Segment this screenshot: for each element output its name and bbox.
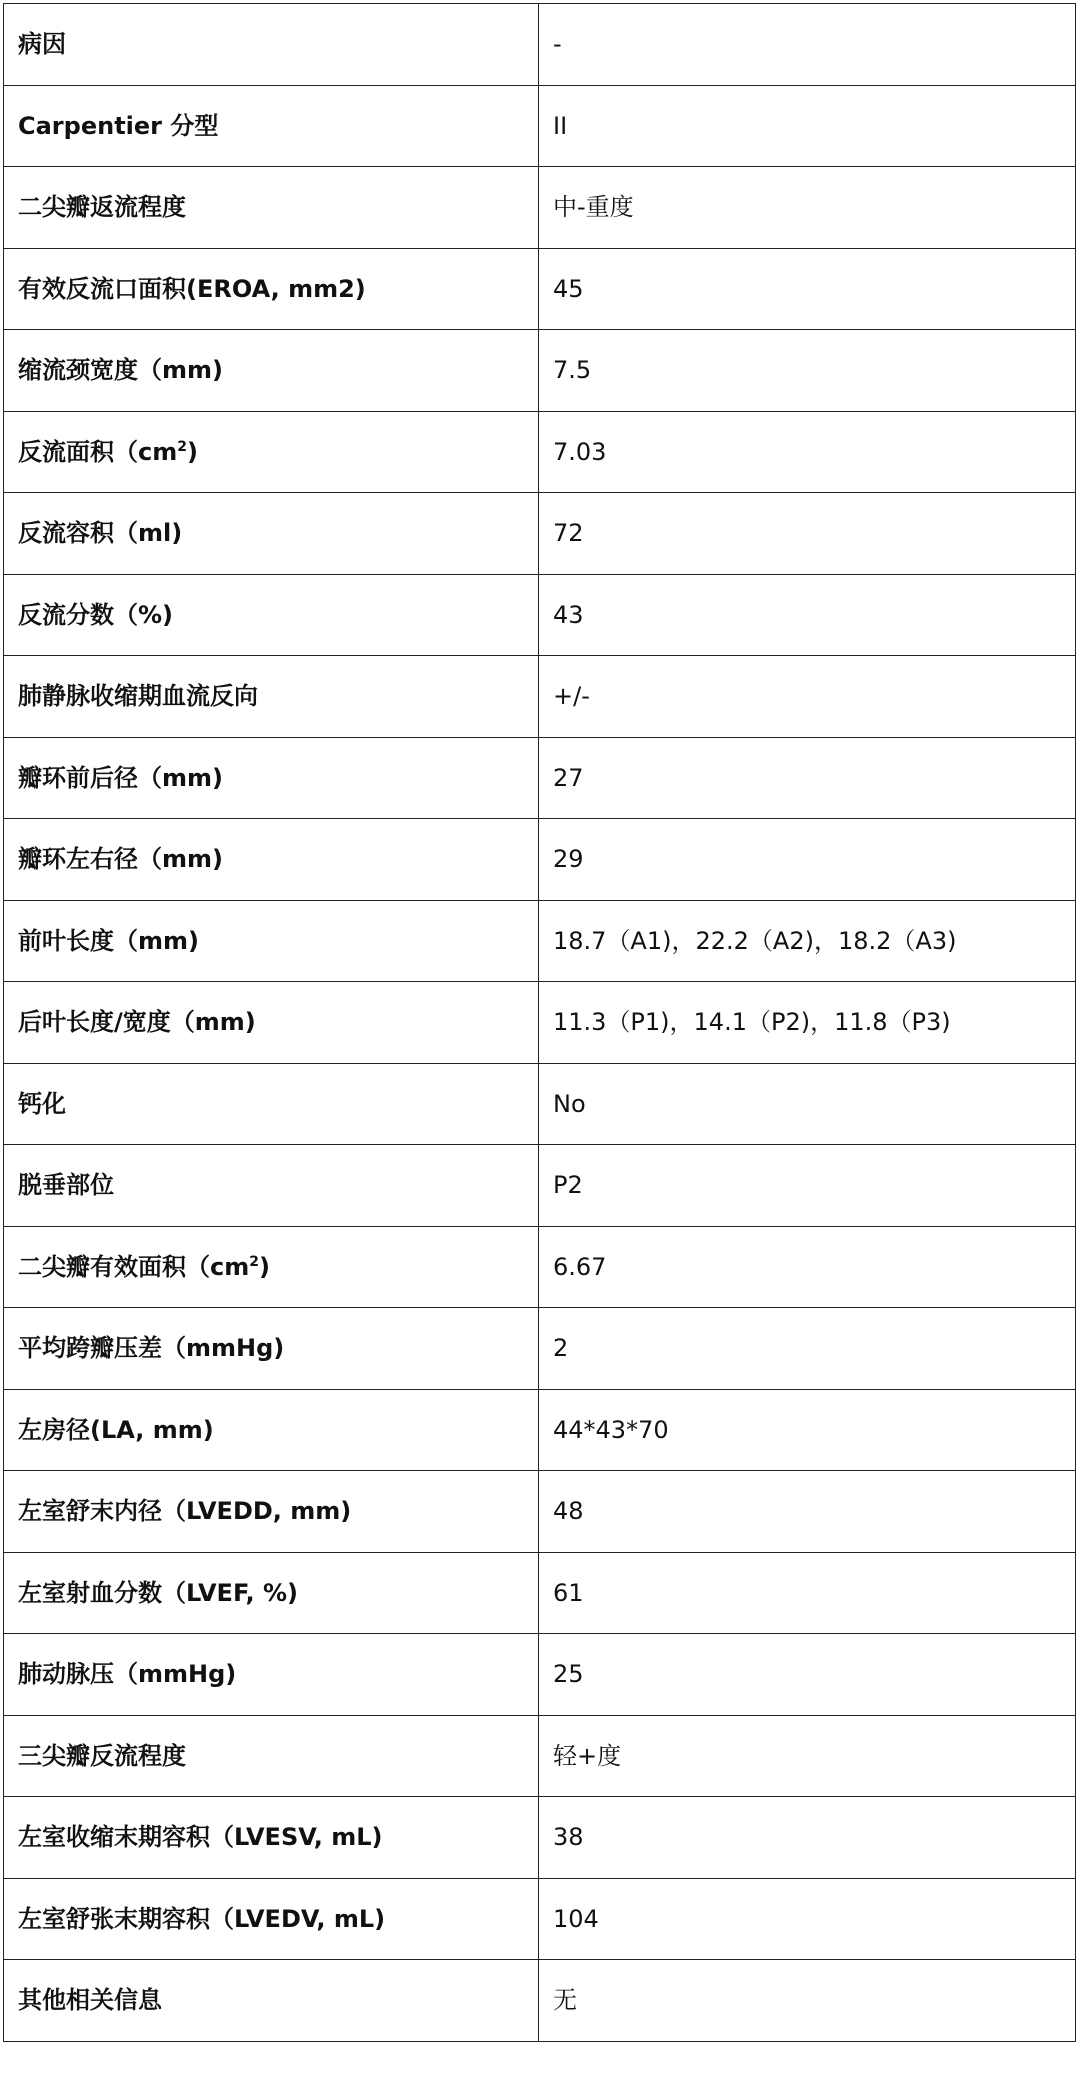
table-row	[4, 1389, 1076, 1471]
table-row	[4, 1145, 1076, 1227]
row-label: 后叶长度/宽度（mm)	[4, 982, 539, 1064]
row-label: 其他相关信息	[4, 1960, 539, 2042]
table-row	[4, 982, 1076, 1064]
row-label: 左室射血分数（LVEF, %)	[4, 1552, 539, 1634]
row-label: 左室收缩末期容积（LVESV, mL)	[4, 1797, 539, 1879]
row-label: 瓣环前后径（mm)	[4, 737, 539, 819]
table-row	[4, 900, 1076, 982]
row-label: 反流分数（%)	[4, 574, 539, 656]
row-value: 43	[539, 574, 1076, 656]
table-row	[4, 411, 1076, 493]
table-row	[4, 4, 1076, 86]
row-label: 二尖瓣返流程度	[4, 167, 539, 249]
table-row	[4, 737, 1076, 819]
parameter-table	[3, 3, 1076, 2042]
row-label-text: 反流面积（cm	[18, 437, 178, 466]
table-row	[4, 493, 1076, 575]
row-value: 104	[539, 1878, 1076, 1960]
table-row	[4, 1960, 1076, 2042]
row-value: II	[539, 85, 1076, 167]
row-label: 有效反流口面积(EROA, mm2)	[4, 248, 539, 330]
row-value: 11.3（P1)，14.1（P2)，11.8（P3)	[539, 982, 1076, 1064]
row-label: 肺动脉压（mmHg)	[4, 1634, 539, 1716]
row-value: 18.7（A1)，22.2（A2)，18.2（A3)	[539, 900, 1076, 982]
row-label-close: )	[258, 1252, 270, 1281]
table-row	[4, 1552, 1076, 1634]
table-row	[4, 85, 1076, 167]
table-row	[4, 330, 1076, 412]
row-label: 反流容积（ml)	[4, 493, 539, 575]
row-label: 左室舒末内径（LVEDD, mm)	[4, 1471, 539, 1553]
row-value: 72	[539, 493, 1076, 575]
row-label: 平均跨瓣压差（mmHg)	[4, 1308, 539, 1390]
row-value: 中-重度	[539, 167, 1076, 249]
table-row	[4, 1308, 1076, 1390]
row-label: 病因	[4, 4, 539, 86]
parameter-table-body	[4, 4, 1076, 2042]
row-label-text: 二尖瓣有效面积（cm	[18, 1252, 250, 1281]
table-row	[4, 819, 1076, 901]
row-value: +/-	[539, 656, 1076, 738]
table-row	[4, 1797, 1076, 1879]
row-value: P2	[539, 1145, 1076, 1227]
row-value: 6.67	[539, 1226, 1076, 1308]
row-value: 27	[539, 737, 1076, 819]
row-label: 左房径(LA, mm)	[4, 1389, 539, 1471]
row-label: 左室舒张末期容积（LVEDV, mL)	[4, 1878, 539, 1960]
row-label: 前叶长度（mm)	[4, 900, 539, 982]
row-label	[4, 1226, 539, 1308]
table-row	[4, 1226, 1076, 1308]
row-value: 44*43*70	[539, 1389, 1076, 1471]
row-value: 25	[539, 1634, 1076, 1716]
row-value: 38	[539, 1797, 1076, 1879]
table-row	[4, 1471, 1076, 1553]
row-label: 肺静脉收缩期血流反向	[4, 656, 539, 738]
table-row	[4, 1634, 1076, 1716]
row-value: 2	[539, 1308, 1076, 1390]
row-value: 轻+度	[539, 1715, 1076, 1797]
row-label: 缩流颈宽度（mm)	[4, 330, 539, 412]
row-label: Carpentier 分型	[4, 85, 539, 167]
superscript-2: 2	[177, 438, 187, 455]
table-row	[4, 248, 1076, 330]
row-value: -	[539, 4, 1076, 86]
row-value: No	[539, 1063, 1076, 1145]
row-label-close: )	[186, 437, 198, 466]
table-row	[4, 656, 1076, 738]
row-value: 7.03	[539, 411, 1076, 493]
row-value: 48	[539, 1471, 1076, 1553]
row-value: 61	[539, 1552, 1076, 1634]
row-value: 45	[539, 248, 1076, 330]
table-row	[4, 1063, 1076, 1145]
row-label: 三尖瓣反流程度	[4, 1715, 539, 1797]
row-value: 无	[539, 1960, 1076, 2042]
row-label	[4, 411, 539, 493]
table-row	[4, 1878, 1076, 1960]
row-label: 脱垂部位	[4, 1145, 539, 1227]
table-row	[4, 167, 1076, 249]
row-label: 钙化	[4, 1063, 539, 1145]
row-value: 7.5	[539, 330, 1076, 412]
row-label: 瓣环左右径（mm)	[4, 819, 539, 901]
row-value: 29	[539, 819, 1076, 901]
table-row	[4, 574, 1076, 656]
superscript-2: 2	[249, 1253, 259, 1270]
table-row	[4, 1715, 1076, 1797]
